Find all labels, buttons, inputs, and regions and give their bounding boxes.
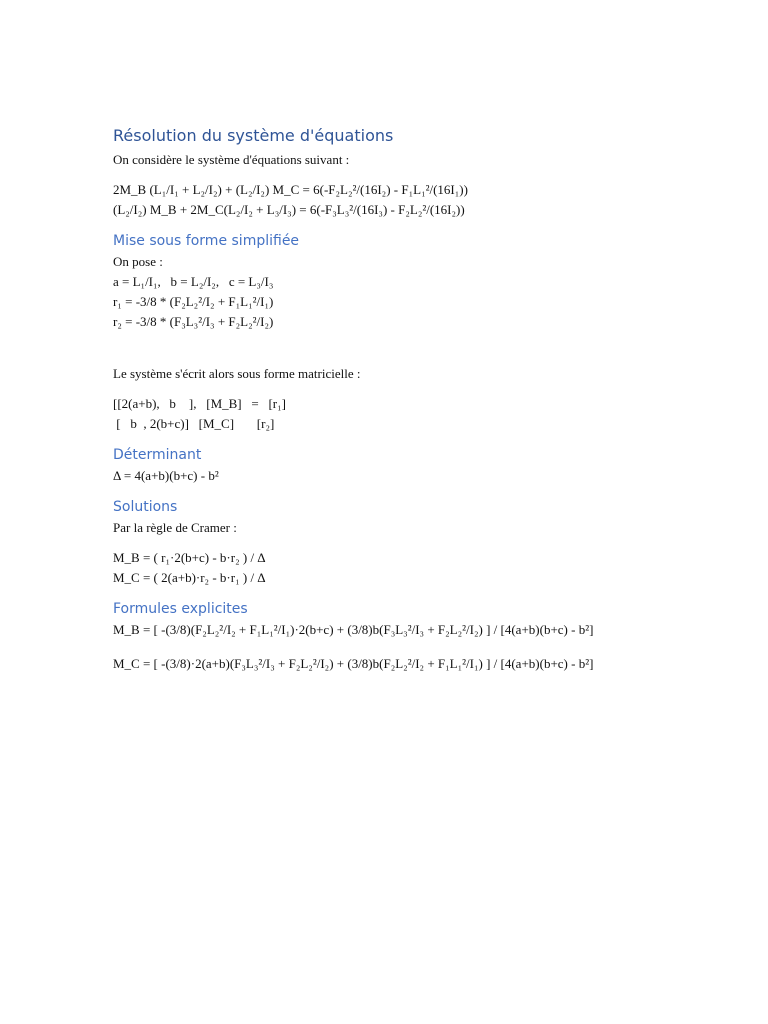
r1-definition: r₁ = -3/8 * (F₂L₂²/I₂ + F₁L₁²/I₁): [113, 294, 274, 309]
definitions-line: a = L₁/I₁, b = L₂/I₂, c = L₃/I₃: [113, 274, 274, 289]
simplified-intro: On pose :: [113, 254, 163, 269]
section-heading-solutions: Solutions: [113, 499, 178, 515]
explicit-formula-mc: M_C = [ -(3/8)·2(a+b)(F₃L₃²/I₃ + F₂L₂²/I₂) + (3/8)b(F₂L₂²/I₂ + F₁L₁²/I₁) ] / [4(a+b)(b+c) - b²]: [113, 656, 594, 671]
section-heading-determinant: Déterminant: [113, 447, 202, 463]
section-heading-simplified: Mise sous forme simplifiée: [113, 233, 300, 249]
matrix-intro: Le système s'écrit alors sous forme matricielle :: [113, 366, 361, 381]
equation-2: (L₂/I₂) M_B + 2M_C(L₂/I₂ + L₃/I₃) = 6(-F₃L₃²/(16I₃) - F₂L₂²/(16I₂)): [113, 202, 465, 217]
solution-mc: M_C = ( 2(a+b)·r₂ - b·r₁ ) / Δ: [113, 570, 266, 585]
matrix-row-2: [ b , 2(b+c)] [M_C] [r₂]: [113, 416, 275, 431]
solution-mb: M_B = ( r₁·2(b+c) - b·r₂ ) / Δ: [113, 550, 266, 565]
explicit-formula-mb: M_B = [ -(3/8)(F₂L₂²/I₂ + F₁L₁²/I₁)·2(b+c) + (3/8)b(F₃L₃²/I₃ + F₂L₂²/I₂) ] / [4(a+b)(b+c) - b²]: [113, 622, 594, 637]
intro-text: On considère le système d'équations suivant :: [113, 152, 350, 167]
document-title: Résolution du système d'équations: [113, 126, 394, 145]
section-heading-explicit: Formules explicites: [113, 601, 248, 617]
solutions-intro: Par la règle de Cramer :: [113, 520, 237, 535]
r2-definition: r₂ = -3/8 * (F₃L₃²/I₃ + F₂L₂²/I₂): [113, 314, 274, 329]
determinant-formula: Δ = 4(a+b)(b+c) - b²: [113, 468, 219, 483]
document-page: [113, 124, 653, 674]
equation-1: 2M_B (L₁/I₁ + L₂/I₂) + (L₂/I₂) M_C = 6(-F₂L₂²/(16I₂) - F₁L₁²/(16I₁)): [113, 182, 468, 197]
matrix-row-1: [[2(a+b), b ], [M_B] = [r₁]: [113, 396, 286, 411]
